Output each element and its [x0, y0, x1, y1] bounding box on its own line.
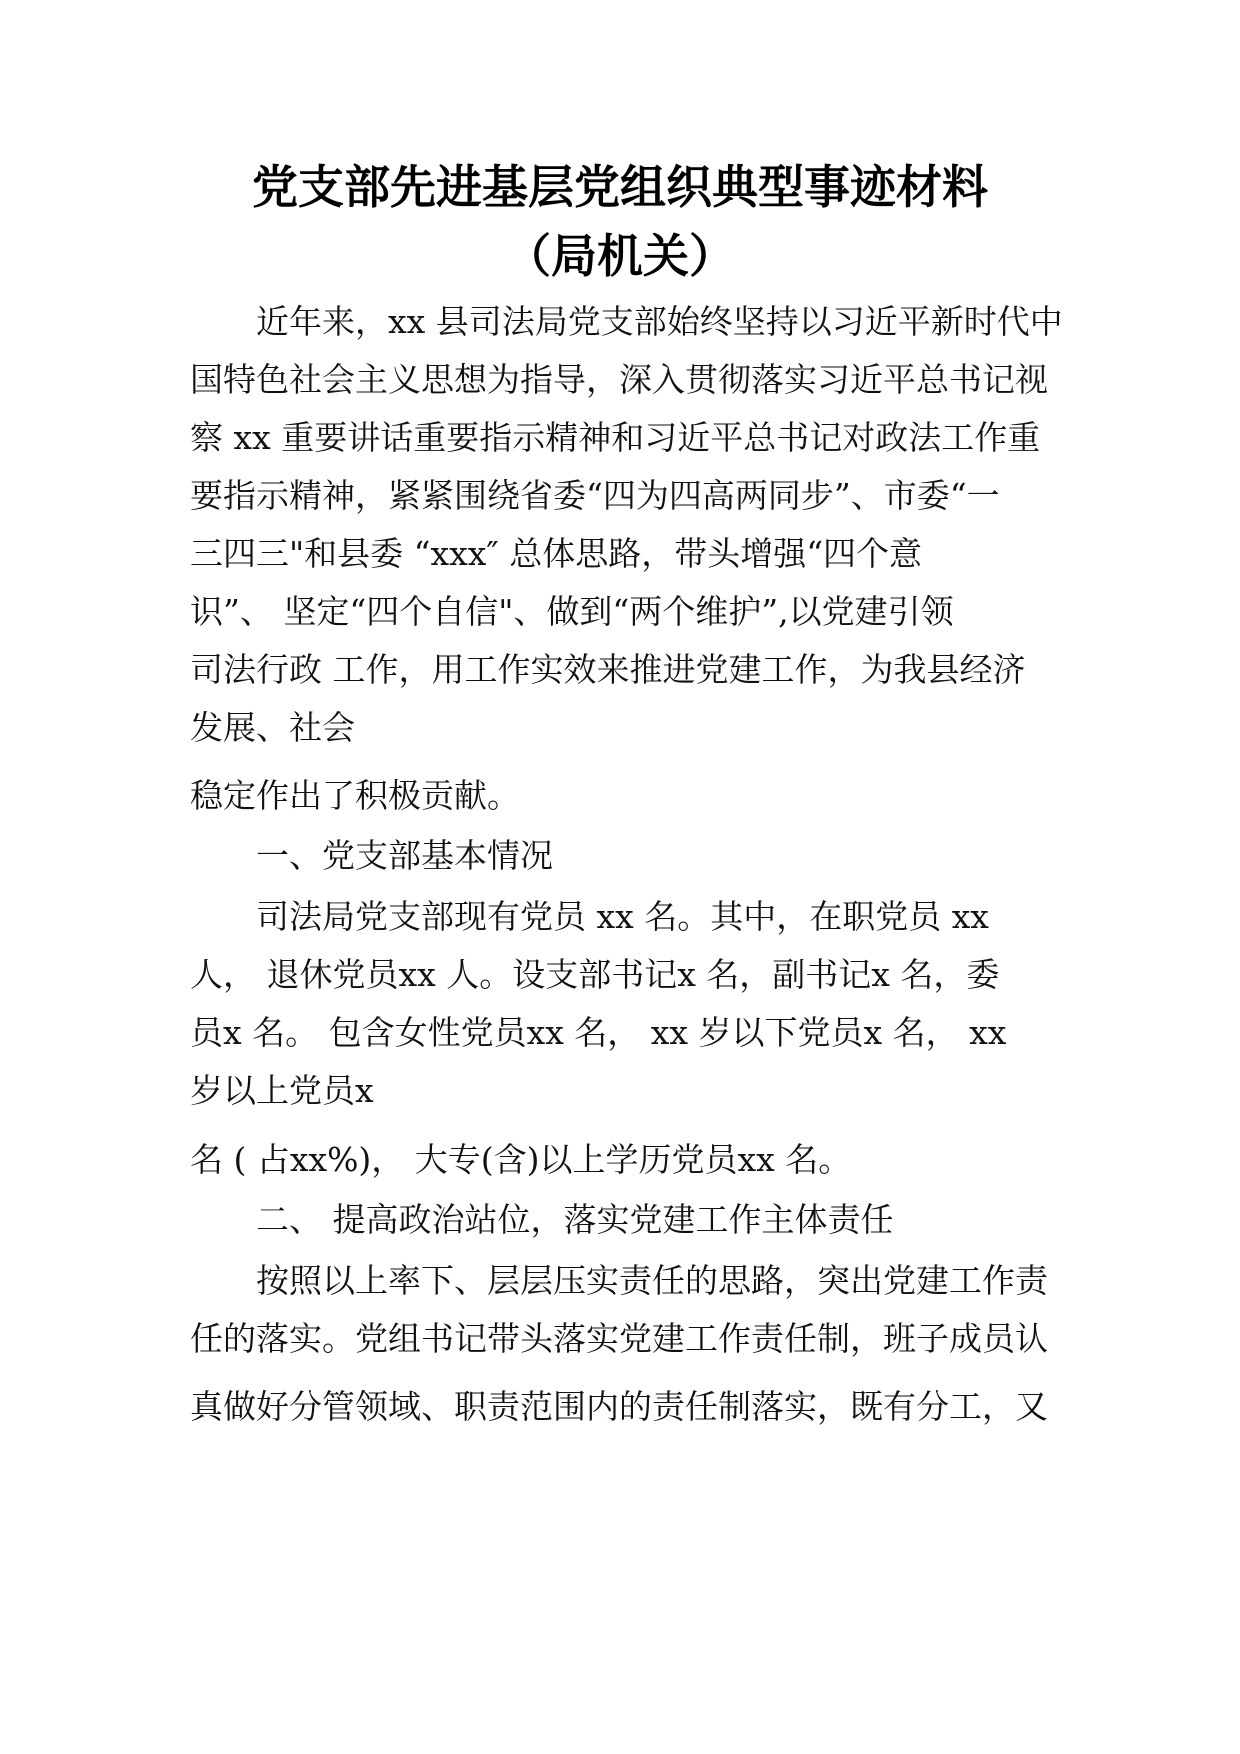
body-line: 稳定作出了积极贡献。 — [190, 776, 520, 815]
body-line: 岁以上党员x — [190, 1071, 374, 1110]
body-line: 真做好分管领域、职责范围内的责任制落实，既有分工，又 — [190, 1387, 1048, 1426]
document-title: 党支部先进基层党组织典型事迹材料 — [252, 160, 988, 214]
body-line: 要指示精神，紧紧围绕省委“四为四高两同步”、市委“一 — [190, 476, 1000, 515]
body-line: 察 xx 重要讲话重要指示精神和习近平总书记对政法工作重 — [190, 418, 1041, 457]
body-line: 人， 退休党员xx 人。设支部书记x 名，副书记x 名，委 — [190, 955, 1000, 994]
document-subtitle: （局机关） — [505, 229, 735, 283]
body-line: 按照以上率下、层层压实责任的思路，突出党建工作责 — [256, 1261, 1048, 1300]
body-line: 发展、社会 — [190, 708, 355, 747]
body-line: 名 ( 占xx%)， 大专(含)以上学历党员xx 名。 — [190, 1140, 852, 1179]
body-line: 识”、 坚定“四个自信"、做到“两个维护”,以党建引领 — [190, 592, 954, 631]
body-line: 员x 名。 包含女性党员xx 名， xx 岁以下党员x 名， xx — [190, 1013, 1007, 1052]
body-line: 国特色社会主义思想为指导，深入贯彻落实习近平总书记视 — [190, 360, 1048, 399]
section-heading-1: 一、党支部基本情况 — [256, 836, 553, 875]
body-line: 司法局党支部现有党员 xx 名。其中，在职党员 xx — [256, 897, 989, 936]
body-line: 任的落实。党组书记带头落实党建工作责任制，班子成员认 — [190, 1319, 1048, 1358]
body-line: 司法行政 工作，用工作实效来推进党建工作，为我县经济 — [190, 650, 1026, 689]
body-line: 三四三"和县委 “xxx″ 总体思路，带头增强“四个意 — [190, 534, 923, 573]
body-line: 近年来，xx 县司法局党支部始终坚持以习近平新时代中 — [256, 302, 1063, 341]
section-heading-2: 二、 提高政治站位，落实党建工作主体责任 — [256, 1200, 894, 1239]
